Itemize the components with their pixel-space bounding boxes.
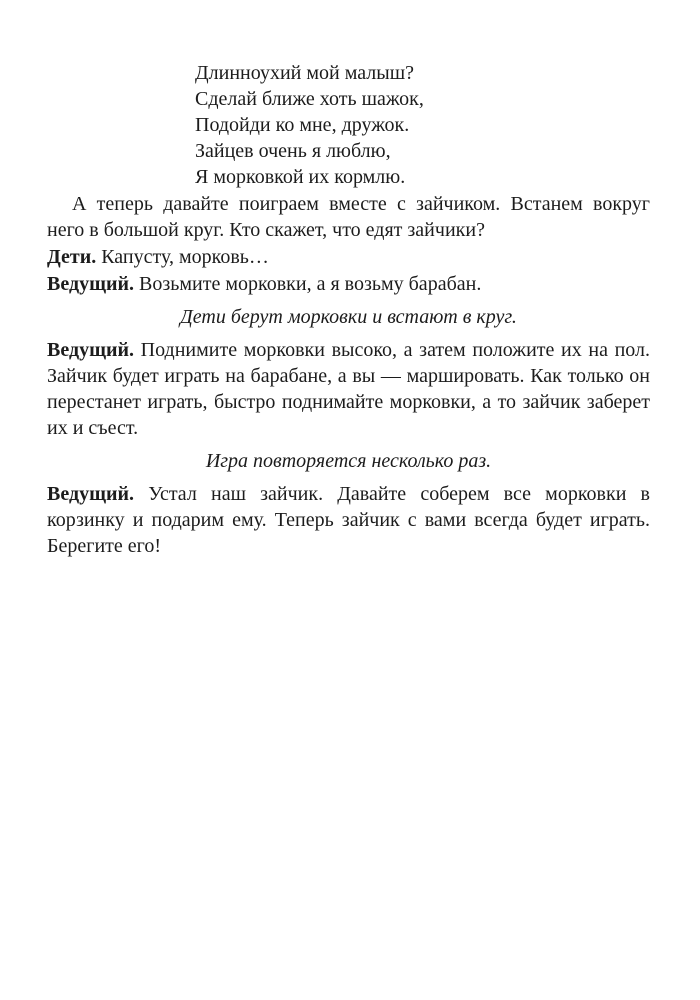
poem-line: Сделай ближе хоть шажок, (195, 88, 424, 110)
dialogue-text: Капусту, морковь… (101, 246, 269, 268)
poem-line: Зайцев очень я люблю, (195, 140, 391, 162)
speaker-label: Ведущий. (47, 339, 135, 361)
dialogue-children (47, 244, 650, 270)
poem-line: Длинноухий мой малыш? (195, 62, 415, 84)
speaker-label: Ведущий. (47, 483, 135, 505)
dialogue-text: Поднимите морковки высоко, а затем положите их на пол. Зайчик будет играть на барабане, а вы — маршировать. Как только он перестанет играть, быстро поднимайте морковки, а то зайчик заберет их и съест. (47, 339, 651, 439)
poem-block (195, 60, 650, 190)
speaker-label: Ведущий. (47, 273, 135, 295)
stage-direction-1: Дети берут морковки и встают в круг. (180, 306, 517, 328)
dialogue-host-3 (47, 481, 650, 559)
dialogue-text: Возьмите морковки, а я возьму барабан. (139, 273, 482, 295)
stage-direction-2: Игра повторяется несколько раз. (205, 450, 492, 472)
dialogue-text: Устал наш зайчик. Давайте соберем все морковки в корзинку и подарим ему. Теперь зайчик с вами всегда будет играть. Берегите его! (47, 483, 650, 557)
narration-paragraph: А теперь давайте поиграем вместе с зайчиком. Встанем вокруг него в большой круг. Кто скажет, что едят зайчики? (47, 193, 650, 241)
dialogue-host-2 (47, 337, 650, 441)
dialogue-host-1 (47, 271, 650, 297)
poem-line: Подойди ко мне, дружок. (195, 114, 410, 136)
poem-line: Я морковкой их кормлю. (195, 166, 406, 188)
speaker-label: Дети. (47, 246, 97, 268)
